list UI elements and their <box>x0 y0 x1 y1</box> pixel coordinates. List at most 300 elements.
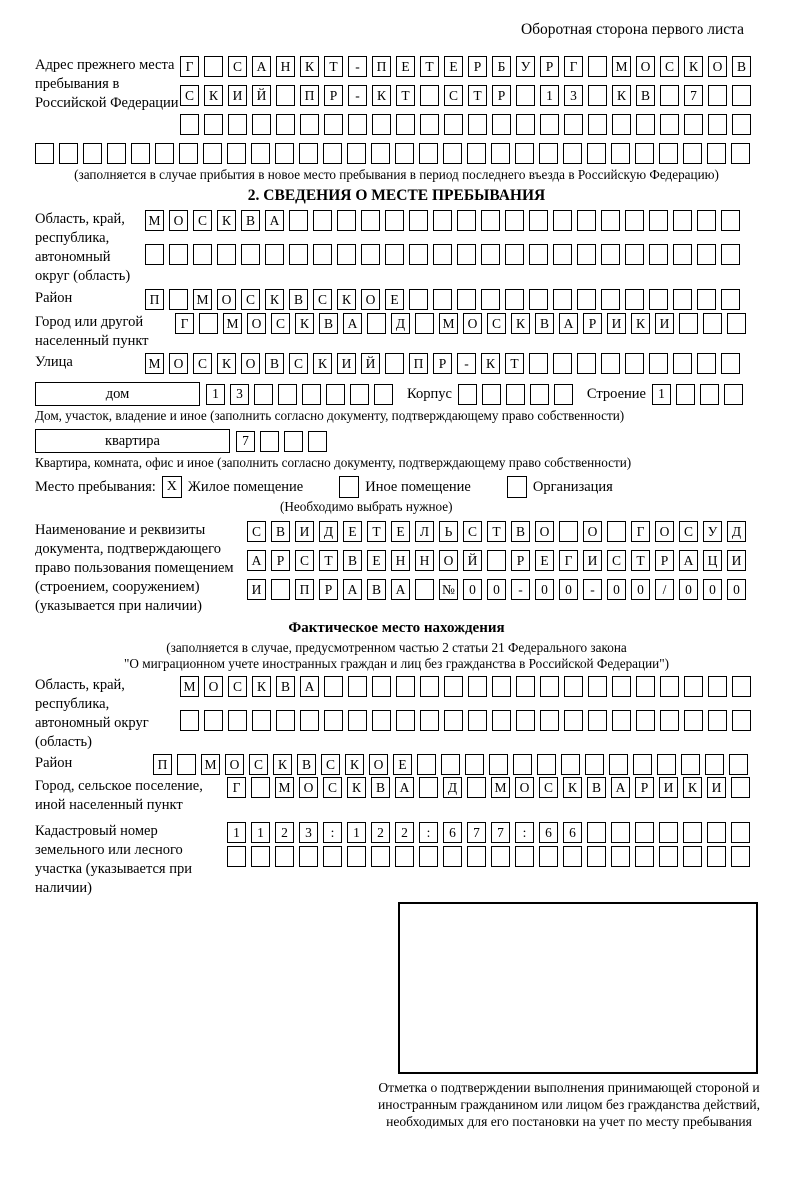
form-cell[interactable] <box>492 676 511 697</box>
form-cell[interactable]: 0 <box>463 579 482 600</box>
form-cell[interactable]: Т <box>487 521 506 542</box>
form-cell[interactable] <box>729 754 748 775</box>
form-cell[interactable]: О <box>369 754 388 775</box>
form-cell[interactable] <box>697 353 716 374</box>
form-cell[interactable] <box>491 846 510 867</box>
form-cell[interactable]: У <box>703 521 722 542</box>
form-cell[interactable] <box>732 85 751 106</box>
form-cell[interactable]: Н <box>391 550 410 571</box>
form-cell[interactable] <box>516 710 535 731</box>
form-cell[interactable] <box>337 244 356 265</box>
form-cell[interactable] <box>348 114 367 135</box>
form-cell[interactable] <box>324 114 343 135</box>
form-cell[interactable] <box>313 244 332 265</box>
form-cell[interactable] <box>554 384 573 405</box>
form-cell[interactable]: В <box>319 313 338 334</box>
form-cell[interactable] <box>419 777 438 798</box>
form-cell[interactable]: А <box>343 579 362 600</box>
form-cell[interactable] <box>673 210 692 231</box>
form-cell[interactable]: : <box>323 822 342 843</box>
form-cell[interactable] <box>179 143 198 164</box>
form-cell[interactable] <box>252 114 271 135</box>
form-cell[interactable] <box>612 676 631 697</box>
form-cell[interactable]: В <box>636 85 655 106</box>
form-cell[interactable]: К <box>295 313 314 334</box>
form-cell[interactable]: П <box>153 754 172 775</box>
form-cell[interactable] <box>374 384 393 405</box>
form-cell[interactable] <box>371 846 390 867</box>
form-cell[interactable] <box>300 710 319 731</box>
form-cell[interactable] <box>481 210 500 231</box>
form-cell[interactable]: 2 <box>371 822 390 843</box>
form-cell[interactable]: / <box>655 579 674 600</box>
form-cell[interactable] <box>553 289 572 310</box>
form-cell[interactable] <box>505 244 524 265</box>
form-cell[interactable]: Е <box>535 550 554 571</box>
form-cell[interactable] <box>260 431 279 452</box>
form-cell[interactable] <box>489 754 508 775</box>
form-cell[interactable]: К <box>612 85 631 106</box>
form-cell[interactable]: С <box>180 85 199 106</box>
form-cell[interactable]: С <box>193 353 212 374</box>
form-cell[interactable] <box>529 210 548 231</box>
form-cell[interactable]: 1 <box>347 822 366 843</box>
form-cell[interactable]: 7 <box>491 822 510 843</box>
form-cell[interactable] <box>707 846 726 867</box>
form-cell[interactable]: Д <box>727 521 746 542</box>
form-cell[interactable] <box>506 384 525 405</box>
form-cell[interactable]: В <box>271 521 290 542</box>
form-cell[interactable]: М <box>223 313 242 334</box>
form-cell[interactable] <box>361 244 380 265</box>
checkbox-zhiloe[interactable]: X <box>162 476 182 498</box>
form-cell[interactable] <box>299 846 318 867</box>
form-cell[interactable] <box>625 353 644 374</box>
form-cell[interactable]: А <box>265 210 284 231</box>
form-cell[interactable]: Р <box>635 777 654 798</box>
form-cell[interactable]: К <box>563 777 582 798</box>
form-cell[interactable]: К <box>372 85 391 106</box>
form-cell[interactable]: 1 <box>227 822 246 843</box>
form-cell[interactable]: С <box>321 754 340 775</box>
form-cell[interactable]: С <box>228 676 247 697</box>
form-cell[interactable]: В <box>289 289 308 310</box>
form-cell[interactable] <box>516 114 535 135</box>
form-cell[interactable] <box>612 114 631 135</box>
form-cell[interactable] <box>193 244 212 265</box>
form-cell[interactable] <box>588 56 607 77</box>
form-cell[interactable]: № <box>439 579 458 600</box>
form-cell[interactable] <box>516 85 535 106</box>
form-cell[interactable] <box>385 210 404 231</box>
form-cell[interactable]: К <box>345 754 364 775</box>
form-cell[interactable] <box>564 710 583 731</box>
form-cell[interactable]: В <box>241 210 260 231</box>
form-cell[interactable]: К <box>252 676 271 697</box>
form-cell[interactable]: Н <box>415 550 434 571</box>
form-cell[interactable] <box>588 114 607 135</box>
form-cell[interactable]: М <box>145 353 164 374</box>
form-cell[interactable]: Р <box>433 353 452 374</box>
form-cell[interactable] <box>204 56 223 77</box>
form-cell[interactable] <box>529 244 548 265</box>
form-cell[interactable] <box>540 114 559 135</box>
form-cell[interactable] <box>635 846 654 867</box>
form-cell[interactable] <box>607 521 626 542</box>
form-cell[interactable] <box>275 846 294 867</box>
form-cell[interactable] <box>673 289 692 310</box>
form-cell[interactable]: С <box>247 521 266 542</box>
form-cell[interactable] <box>700 384 719 405</box>
form-cell[interactable]: 0 <box>703 579 722 600</box>
form-cell[interactable]: 6 <box>563 822 582 843</box>
form-cell[interactable] <box>278 384 297 405</box>
form-cell[interactable] <box>697 289 716 310</box>
form-cell[interactable] <box>673 353 692 374</box>
form-cell[interactable] <box>659 846 678 867</box>
form-cell[interactable] <box>539 143 558 164</box>
form-cell[interactable] <box>180 710 199 731</box>
form-cell[interactable] <box>731 846 750 867</box>
form-cell[interactable] <box>395 846 414 867</box>
form-cell[interactable] <box>289 244 308 265</box>
form-cell[interactable] <box>561 754 580 775</box>
form-cell[interactable]: О <box>225 754 244 775</box>
form-cell[interactable] <box>553 353 572 374</box>
form-cell[interactable]: 1 <box>540 85 559 106</box>
form-cell[interactable]: А <box>391 579 410 600</box>
form-cell[interactable]: К <box>481 353 500 374</box>
form-cell[interactable]: В <box>343 550 362 571</box>
form-cell[interactable]: И <box>655 313 674 334</box>
form-cell[interactable]: В <box>371 777 390 798</box>
form-cell[interactable] <box>372 114 391 135</box>
form-cell[interactable]: Й <box>463 550 482 571</box>
form-cell[interactable] <box>601 353 620 374</box>
form-cell[interactable]: К <box>300 56 319 77</box>
form-cell[interactable] <box>467 777 486 798</box>
form-cell[interactable]: И <box>727 550 746 571</box>
form-cell[interactable] <box>625 244 644 265</box>
form-cell[interactable]: Е <box>391 521 410 542</box>
form-cell[interactable] <box>697 244 716 265</box>
form-cell[interactable]: Д <box>319 521 338 542</box>
form-cell[interactable] <box>468 676 487 697</box>
form-cell[interactable]: С <box>487 313 506 334</box>
form-cell[interactable] <box>537 754 556 775</box>
form-cell[interactable] <box>199 313 218 334</box>
form-cell[interactable]: М <box>193 289 212 310</box>
form-cell[interactable]: К <box>631 313 650 334</box>
form-cell[interactable]: Р <box>324 85 343 106</box>
form-cell[interactable]: О <box>299 777 318 798</box>
form-cell[interactable]: С <box>289 353 308 374</box>
form-cell[interactable]: О <box>241 353 260 374</box>
form-cell[interactable]: П <box>409 353 428 374</box>
form-cell[interactable]: Г <box>564 56 583 77</box>
form-cell[interactable] <box>707 822 726 843</box>
form-cell[interactable]: Е <box>385 289 404 310</box>
form-cell[interactable] <box>457 244 476 265</box>
form-cell[interactable]: П <box>295 579 314 600</box>
form-cell[interactable]: 0 <box>679 579 698 600</box>
form-cell[interactable]: 7 <box>236 431 255 452</box>
form-cell[interactable]: 1 <box>251 822 270 843</box>
form-cell[interactable]: П <box>145 289 164 310</box>
form-cell[interactable] <box>169 244 188 265</box>
form-cell[interactable]: И <box>583 550 602 571</box>
form-cell[interactable] <box>271 579 290 600</box>
form-cell[interactable] <box>515 143 534 164</box>
form-cell[interactable] <box>323 143 342 164</box>
form-cell[interactable]: С <box>313 289 332 310</box>
form-cell[interactable] <box>155 143 174 164</box>
form-cell[interactable] <box>409 289 428 310</box>
form-cell[interactable] <box>635 143 654 164</box>
form-cell[interactable] <box>684 676 703 697</box>
form-cell[interactable]: 3 <box>564 85 583 106</box>
form-cell[interactable] <box>251 777 270 798</box>
form-cell[interactable] <box>683 822 702 843</box>
form-cell[interactable] <box>492 114 511 135</box>
form-cell[interactable]: С <box>607 550 626 571</box>
form-cell[interactable]: Р <box>271 550 290 571</box>
form-cell[interactable] <box>529 353 548 374</box>
form-cell[interactable]: Б <box>492 56 511 77</box>
form-cell[interactable] <box>251 143 270 164</box>
form-cell[interactable]: 0 <box>559 579 578 600</box>
form-cell[interactable] <box>420 710 439 731</box>
form-cell[interactable]: Р <box>655 550 674 571</box>
form-cell[interactable] <box>227 846 246 867</box>
form-cell[interactable] <box>433 289 452 310</box>
form-cell[interactable]: В <box>297 754 316 775</box>
form-cell[interactable]: О <box>169 210 188 231</box>
form-cell[interactable]: Г <box>559 550 578 571</box>
form-cell[interactable]: М <box>180 676 199 697</box>
form-cell[interactable] <box>467 143 486 164</box>
form-cell[interactable] <box>649 289 668 310</box>
form-cell[interactable] <box>276 710 295 731</box>
form-cell[interactable] <box>35 143 54 164</box>
form-cell[interactable] <box>577 210 596 231</box>
form-cell[interactable]: М <box>275 777 294 798</box>
form-cell[interactable] <box>727 313 746 334</box>
form-cell[interactable] <box>465 754 484 775</box>
form-cell[interactable] <box>649 244 668 265</box>
form-cell[interactable]: П <box>300 85 319 106</box>
form-cell[interactable] <box>417 754 436 775</box>
form-cell[interactable]: О <box>636 56 655 77</box>
form-cell[interactable]: В <box>367 579 386 600</box>
form-cell[interactable] <box>324 710 343 731</box>
form-cell[interactable]: С <box>271 313 290 334</box>
form-cell[interactable]: П <box>372 56 391 77</box>
form-cell[interactable] <box>679 313 698 334</box>
form-cell[interactable]: Т <box>420 56 439 77</box>
form-cell[interactable]: А <box>343 313 362 334</box>
form-cell[interactable] <box>284 431 303 452</box>
form-cell[interactable]: С <box>444 85 463 106</box>
form-cell[interactable] <box>59 143 78 164</box>
form-cell[interactable]: С <box>679 521 698 542</box>
form-cell[interactable] <box>708 85 727 106</box>
form-cell[interactable] <box>505 289 524 310</box>
form-cell[interactable] <box>721 289 740 310</box>
form-cell[interactable] <box>324 676 343 697</box>
form-cell[interactable] <box>458 384 477 405</box>
form-cell[interactable]: 0 <box>727 579 746 600</box>
form-cell[interactable] <box>457 289 476 310</box>
form-cell[interactable] <box>708 676 727 697</box>
form-cell[interactable]: М <box>491 777 510 798</box>
form-cell[interactable] <box>636 676 655 697</box>
form-cell[interactable]: 0 <box>631 579 650 600</box>
form-cell[interactable] <box>673 244 692 265</box>
form-cell[interactable]: Ц <box>703 550 722 571</box>
form-cell[interactable] <box>649 353 668 374</box>
form-cell[interactable]: К <box>273 754 292 775</box>
form-cell[interactable] <box>681 754 700 775</box>
form-cell[interactable] <box>348 676 367 697</box>
form-cell[interactable]: М <box>201 754 220 775</box>
form-cell[interactable] <box>481 289 500 310</box>
form-cell[interactable] <box>633 754 652 775</box>
form-cell[interactable] <box>587 846 606 867</box>
form-cell[interactable]: Т <box>396 85 415 106</box>
form-cell[interactable]: О <box>204 676 223 697</box>
form-cell[interactable]: А <box>395 777 414 798</box>
form-cell[interactable]: - <box>457 353 476 374</box>
form-cell[interactable]: А <box>247 550 266 571</box>
form-cell[interactable]: - <box>583 579 602 600</box>
form-cell[interactable] <box>180 114 199 135</box>
form-cell[interactable]: Р <box>511 550 530 571</box>
form-cell[interactable] <box>385 353 404 374</box>
form-cell[interactable]: И <box>247 579 266 600</box>
form-cell[interactable] <box>625 210 644 231</box>
form-cell[interactable] <box>419 846 438 867</box>
form-cell[interactable] <box>724 384 743 405</box>
form-cell[interactable] <box>731 777 750 798</box>
form-cell[interactable] <box>530 384 549 405</box>
form-cell[interactable] <box>467 846 486 867</box>
form-cell[interactable] <box>396 114 415 135</box>
form-cell[interactable]: С <box>249 754 268 775</box>
form-cell[interactable] <box>227 143 246 164</box>
form-cell[interactable] <box>563 846 582 867</box>
form-cell[interactable]: 3 <box>230 384 249 405</box>
form-cell[interactable] <box>684 114 703 135</box>
form-cell[interactable] <box>107 143 126 164</box>
form-cell[interactable] <box>705 754 724 775</box>
form-cell[interactable]: Т <box>319 550 338 571</box>
form-cell[interactable]: Т <box>367 521 386 542</box>
form-cell[interactable]: И <box>607 313 626 334</box>
form-cell[interactable]: О <box>247 313 266 334</box>
form-cell[interactable]: К <box>217 353 236 374</box>
form-cell[interactable] <box>721 210 740 231</box>
form-cell[interactable]: Т <box>631 550 650 571</box>
form-cell[interactable]: К <box>337 289 356 310</box>
form-cell[interactable] <box>367 313 386 334</box>
form-cell[interactable]: В <box>265 353 284 374</box>
form-cell[interactable]: Н <box>276 56 295 77</box>
form-cell[interactable] <box>660 710 679 731</box>
form-cell[interactable] <box>395 143 414 164</box>
form-cell[interactable] <box>83 143 102 164</box>
form-cell[interactable]: И <box>295 521 314 542</box>
form-cell[interactable] <box>468 114 487 135</box>
form-cell[interactable]: : <box>515 822 534 843</box>
form-cell[interactable]: Г <box>180 56 199 77</box>
form-cell[interactable]: В <box>511 521 530 542</box>
form-cell[interactable] <box>492 710 511 731</box>
form-cell[interactable] <box>609 754 628 775</box>
form-cell[interactable]: А <box>252 56 271 77</box>
checkbox-inoe[interactable] <box>339 476 359 498</box>
form-cell[interactable]: К <box>204 85 223 106</box>
form-cell[interactable] <box>577 289 596 310</box>
form-cell[interactable] <box>708 114 727 135</box>
form-cell[interactable]: Р <box>492 85 511 106</box>
form-cell[interactable]: В <box>732 56 751 77</box>
form-cell[interactable] <box>611 822 630 843</box>
form-cell[interactable] <box>683 846 702 867</box>
form-cell[interactable] <box>299 143 318 164</box>
form-cell[interactable]: О <box>439 550 458 571</box>
form-cell[interactable] <box>396 676 415 697</box>
form-cell[interactable] <box>587 822 606 843</box>
form-cell[interactable]: О <box>708 56 727 77</box>
form-cell[interactable] <box>540 676 559 697</box>
form-cell[interactable]: О <box>361 289 380 310</box>
form-cell[interactable] <box>703 313 722 334</box>
form-cell[interactable]: - <box>348 56 367 77</box>
form-cell[interactable] <box>371 143 390 164</box>
form-cell[interactable] <box>611 846 630 867</box>
form-cell[interactable] <box>601 244 620 265</box>
form-cell[interactable] <box>217 244 236 265</box>
form-cell[interactable] <box>443 846 462 867</box>
form-cell[interactable]: 0 <box>607 579 626 600</box>
form-cell[interactable] <box>676 384 695 405</box>
form-cell[interactable] <box>625 289 644 310</box>
form-cell[interactable]: С <box>241 289 260 310</box>
form-cell[interactable]: К <box>347 777 366 798</box>
form-cell[interactable]: С <box>193 210 212 231</box>
form-cell[interactable]: К <box>511 313 530 334</box>
form-cell[interactable]: О <box>655 521 674 542</box>
form-cell[interactable] <box>708 710 727 731</box>
form-cell[interactable]: Г <box>631 521 650 542</box>
form-cell[interactable]: А <box>611 777 630 798</box>
form-cell[interactable]: - <box>511 579 530 600</box>
form-cell[interactable] <box>636 114 655 135</box>
form-cell[interactable] <box>204 710 223 731</box>
form-cell[interactable]: С <box>463 521 482 542</box>
form-cell[interactable] <box>540 710 559 731</box>
form-cell[interactable]: К <box>684 56 703 77</box>
form-cell[interactable]: Е <box>396 56 415 77</box>
form-cell[interactable]: 0 <box>487 579 506 600</box>
form-cell[interactable]: О <box>515 777 534 798</box>
form-cell[interactable]: 2 <box>395 822 414 843</box>
form-cell[interactable]: И <box>337 353 356 374</box>
form-cell[interactable] <box>635 822 654 843</box>
form-cell[interactable]: С <box>539 777 558 798</box>
form-cell[interactable]: С <box>323 777 342 798</box>
